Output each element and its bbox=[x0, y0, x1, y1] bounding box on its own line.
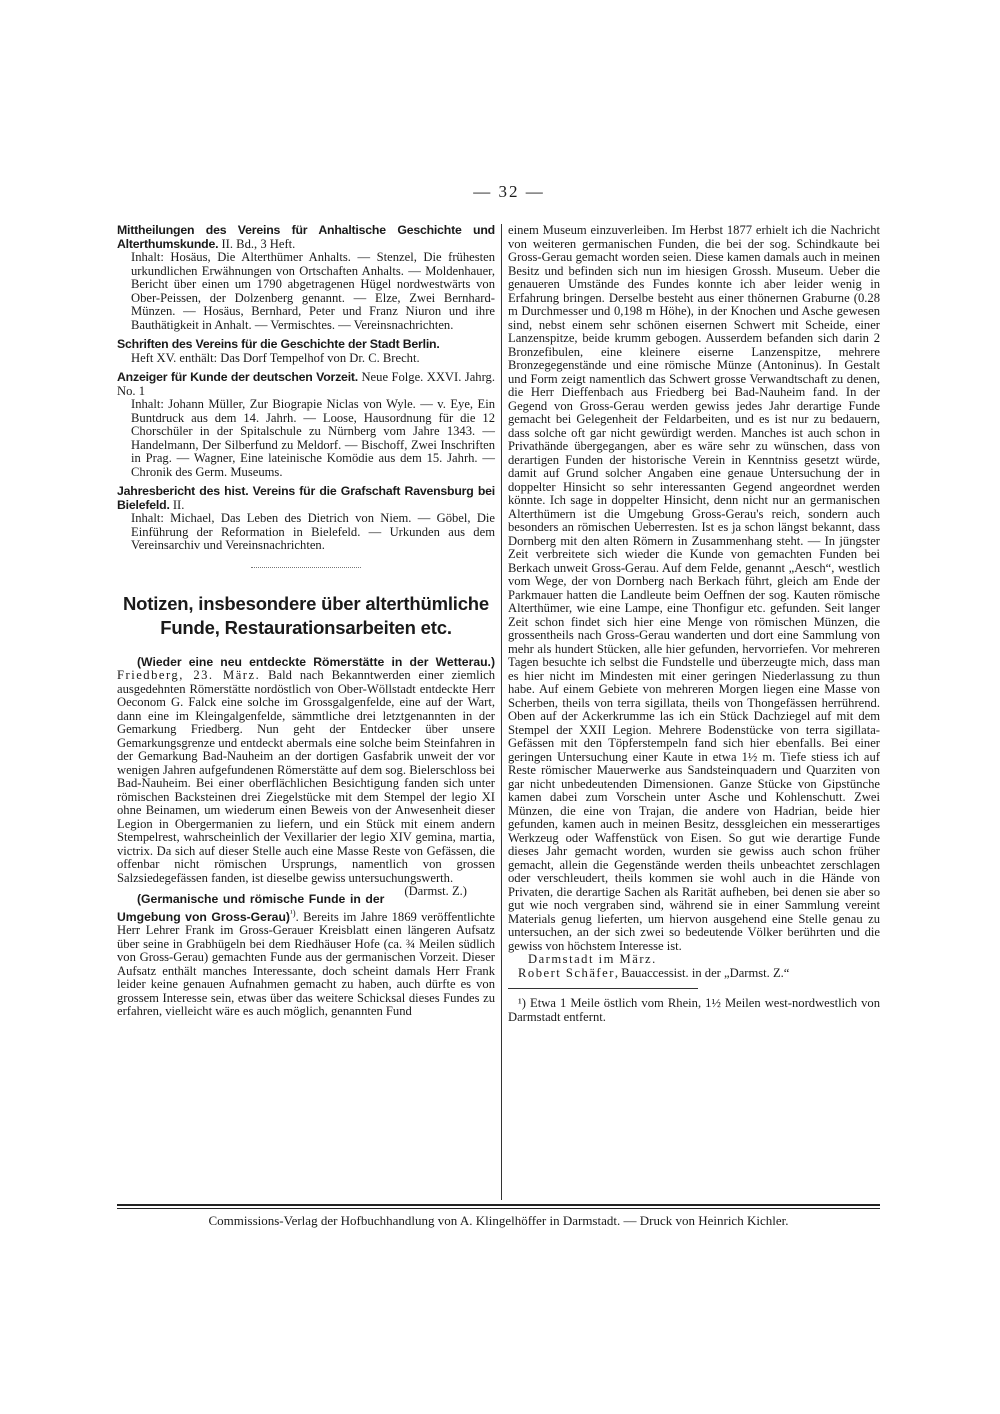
article-wetterau bbox=[117, 654, 496, 898]
article-title: (Wieder eine neu entdeckte Römerstätte in der Wetterau.) bbox=[137, 654, 495, 669]
periodical-issue: II. Bd., 3 Heft. bbox=[218, 236, 296, 251]
footnote-rule bbox=[508, 988, 698, 989]
section-heading: Notizen, insbesondere über alterthümliche Funde, Restaurationsarbeiten etc. bbox=[123, 592, 489, 638]
list-item bbox=[117, 371, 495, 479]
periodical-contents: Heft XV. enthält: Das Dorf Tempelhof von Dr. C. Brecht. bbox=[131, 350, 420, 365]
left-column bbox=[117, 224, 495, 1027]
author-title: , Bauaccessist. in der „Darmst. Z.“ bbox=[614, 965, 790, 980]
imprint: Commissions-Verlag der Hofbuchhandlung von A. Klingelhöffer in Darmstadt. — Druck von Heinrich Kichler. bbox=[208, 1213, 789, 1228]
footnote-mark: ¹) bbox=[289, 907, 296, 918]
list-item bbox=[117, 224, 495, 332]
signoff-place: Darmstadt im März. bbox=[528, 952, 657, 966]
article-title: (Germanische und römische Funde in der Umgebung von Gross-Gerau) bbox=[117, 892, 385, 924]
article-dateline: Friedberg, 23. März. bbox=[117, 668, 261, 682]
footnote: ¹) Etwa 1 Meile östlich vom Rhein, 1½ Meilen west-nordwestlich von Darmstadt entfernt. bbox=[508, 996, 880, 1024]
list-item bbox=[117, 485, 495, 553]
right-column bbox=[508, 224, 880, 1024]
periodical-issue: II. bbox=[169, 497, 185, 512]
list-item bbox=[117, 338, 495, 365]
periodical-contents: Inhalt: Johann Müller, Zur Biograpie Niclas von Wyle. — v. Eye, Ein Buntdruck aus dem 14. Jahrh. — Loose, Hausordnung für die 12 Chorschüler in der Spitalschule zu Nürnberg vom Jahre 1343. — Handelmann, Der Silberfund zu Meldorf. — Bischoff, Zwei Inschriften in Prag. — Wagner, Eine lateinische Komödie aus dem 15. Jahrh. — Chronik des Germ. Museums. bbox=[131, 397, 495, 479]
article-gross-gerau bbox=[117, 893, 495, 1019]
periodical-title: Anzeiger für Kunde der deutschen Vorzeit. bbox=[117, 370, 359, 384]
article-body: . Bereits im Jahre 1869 veröffentlichte Herr Lehrer Frank im Gross-Gerauer Kreisblatt einen längeren Aufsatz über seine in Grabhügeln bei dem Riedhäuser Hofe (ca. ¾ Meilen südlich von Gross-Gerau) gemachten Funde aus der germanischen Vorzeit. Dieser Aufsatz enthält manches Interessante, doch scheint damals Herr Frank leider keine genauen Aufnahmen gemacht zu haben, auch dürfte es von grossem Interesse sein, etwas über das weitere Schicksal dieses Fundes zu erfahren, vielleicht wäre es auch möglich, genannten Fund bbox=[117, 909, 495, 1019]
periodical-contents: Inhalt: Hosäus, Die Alterthümer Anhalts. — Stenzel, Die frühesten urkundlichen Erwähnungen von Ortschaften Anhalts. — Moldenhauer, Bericht über einen um 1790 abgetragenen Hügel nordwestwärts von Ober-Peissen, der Dolzenberg genannt. — Elze, Zwei Bernhard-Münzen. — Hosäus, Bernhard, Peter und Franz Niuron und ihre Bauthätigkeit in Anhalt. — Vermischtes. — Vereinsnachrichten. bbox=[131, 250, 495, 332]
bottom-rule-thin bbox=[117, 1208, 880, 1209]
periodical-title: Jahresbericht des hist. Vereins für die Grafschaft Ravensburg bei Bielefeld. bbox=[117, 484, 495, 512]
author-name: Robert Schäfer bbox=[518, 965, 615, 980]
signoff bbox=[508, 967, 880, 981]
article-body: Bald nach Bekanntwerden einer ziemlich ausgedehnten Römerstätte nordöstlich von Ober-Wöllstadt entdeckte Herr Oeconom G. Falck eine solche im Grossgalgenfelde, eine auf der Wart, dann eine im Kleingalgenfelde, sämmtliche drei letztgenannten in der Gemarkung Friedberg. Nun geht der Entdecker über unsere Gemarkungsgrenze und entdeckt abermals eine solche beim Steinfahren in der Gemarkung Bad-Nauheim an der dortigen Gasfabrik unweit der vor wenigen Jahren aufgefundenen Römerstätte auf dem sog. Bielerschloss bei Bad-Nauheim. Bei einer oberflächlichen Besichtigung fanden sich unter römischen Backsteinen drei Ziegelstücke mit dem Stempel der legio XI ohne Beinamen, um wiederum einen Beweis von der Anwesenheit dieser Legion in Obergermanien zu liefern, und ein Stück mit einem andern Stempelrest, wahrscheinlich der Vexillarier der legio XIV gemina, martia, victrix. Da sich auf dieser Stelle auch eine Masse Reste von Gefässen, die offenbar nicht römischen Ursprungs, namentlich von grossen Salzsiedegefässen fanden, ist dieselbe gewiss untersuchungswerth. bbox=[117, 668, 496, 885]
article-source: (Darmst. Z.) bbox=[404, 884, 467, 898]
bottom-rule bbox=[117, 1204, 880, 1206]
page-number: — 32 — bbox=[473, 182, 545, 201]
column-divider bbox=[501, 224, 502, 1200]
periodical-issue: Neue Folge. XXVI. Jahrg. No. 1 bbox=[117, 370, 496, 398]
periodical-title: Schriften des Vereins für die Geschichte der Stadt Berlin. bbox=[117, 337, 440, 351]
article-continuation: einem Museum einzuverleiben. Im Herbst 1877 erhielt ich die Nachricht von weiteren germanischen Funden, die bei der sog. Schindkaute bei Gross-Gerau gemacht worden seien. Diese kamen damals auch in meinen Besitz und befinden sich nun im hiesigen Grossh. Museum. Ueber die genaueren Umstände des Fundes konnte ich aber leider wenig in Erfahrung bringen. Derselbe besteht aus einer thönernen Graburne (0.28 m Durchmesser und 0,198 m Höhe), in der Knochen und Asche gewesen sind, nebst einem sehr schönen eisernen Schwert mit Scheide, einer Lanzenspitze, beide krumm gebogen. Ausserdem befanden sich darin 2 Bronzefibulen, eine kleinere eiserne Lanzenspitze, mehrere Bronzegegenstände und eine römische Münze (Antoninus). In Gestalt und Form zeigt namentlich das Schwert grosse Verwandtschaft zu denen, die Herr Dieffenbach aus Friedberg bei Bad-Nauheim fand. In der Gegend von Gross-Gerau werden gewiss jedes Jahr derartige Funde gemacht bei Gelegenheit der Feldarbeiten, und es ist nur zu bedauern, dass solche oft gar nicht gewürdigt werden. Manches ist auch schon in Privathände übergegangen, aber es wäre sehr zu wünschen, dass von derartigen Funden der historische Verein in Kenntniss gesetzt würde, damit auf Grund solcher Angaben eine genaue Untersuchung der in doppelter Hinsicht so sehr interessanten Gegend angeordnet werden könnte. Ich sage in doppelter Hinsicht, denn nicht nur an germanischen Alterthümern ist die Umgebung Gross-Gerau's reich, sondern auch besonders an römischen Ueberresten. Ist es ja schon längst bekannt, dass Dornberg mit den alten Römern in Zusammenhang steht. — In jüngster Zeit verbreitete sich wieder die Kunde von gemachten Funden bei Berkach unweit Gross-Gerau. Auf dem Felde, genannt „Aesch“, westlich vom Wege, der von Dornberg nach Berkach führt, gleich am Ende der Parkmauer hatten die Landleute beim Oeffnen der sog. Kauten römische Alterthümer, wie eine Lampe, eine Thonfigur etc. gefunden. Seit langer Zeit schon findet sich hier eine Menge von römischen Münzen, die grossentheils nach Gross-Gerau wanderten und dort eine Sammlung von mehr als hundert Stücken, alle hier gefunden, hervorriefen. Vor mehreren Tagen besuchte ich selbst die Fundstelle und überzeugte mich, dass man es hier nicht im Mindesten mit einer geringen Niederlassung zu thun habe. Auf einem Gebiete von mehreren Morgen liegen eine Masse von Scherben, theils von terra sigillata, theils von Thongefässen herrührend. Oben auf der Ackerkrumme las ich ein Stück Dachziegel auf mit dem Stempel der XXII Legion. Mehrere Bodenstücke von terra sigillata-Gefässen mit den Töpferstempeln fand sich hier ebenfalls. Bei einer geringen Untersuchung einer Kaute in etwa 1½ m. Tiefe stiess ich auf Reste römischer Mauerwerke aus Sandsteinquadern und Quarziten von gar nicht unbedeutenden Dimensionen. Ganze Stücke von Gipstünche kamen dabei zum Vorschein unter Asche und Kohlenschutt. Zwei Münzen, die eine von Trajan, die andere von Hadrian, beide hier gefunden, kamen auch in meinen Besitz, dessgleichen ein messerartiges Werkzeug oder Waffenstück von Eisen. So gut wie derartige Funde dieses Jahr gemacht worden, wurden sie gewiss auch schon früher gemacht, allein die Gegenstände werden theils unbeachtet zerschlagen oder verschleudert, theils kommen sie wohl auch in die Hände von Privaten, die derartige Sachen als Rarität aufheben, bei denen sie aber so gut wie noch vergraben sind, während sie in einer Sammlung vereint Materials genug lieferten, um hiervon ausgehend eine Stelle genau zu untersuchen, an der sich zwei so bedeutende Völker berührten und die gewiss von höchstem Interesse ist. bbox=[508, 223, 880, 953]
periodical-title: Mittheilungen des Vereins für Anhaltische Geschichte und Alterthumskunde. bbox=[117, 223, 495, 251]
section-divider bbox=[251, 567, 361, 568]
periodical-contents: Inhalt: Michael, Das Leben des Dietrich von Niem. — Göbel, Die Einführung der Reformation in Bielefeld. — Urkunden aus dem Vereinsarchiv und Vereinsnachrichten. bbox=[131, 511, 495, 552]
